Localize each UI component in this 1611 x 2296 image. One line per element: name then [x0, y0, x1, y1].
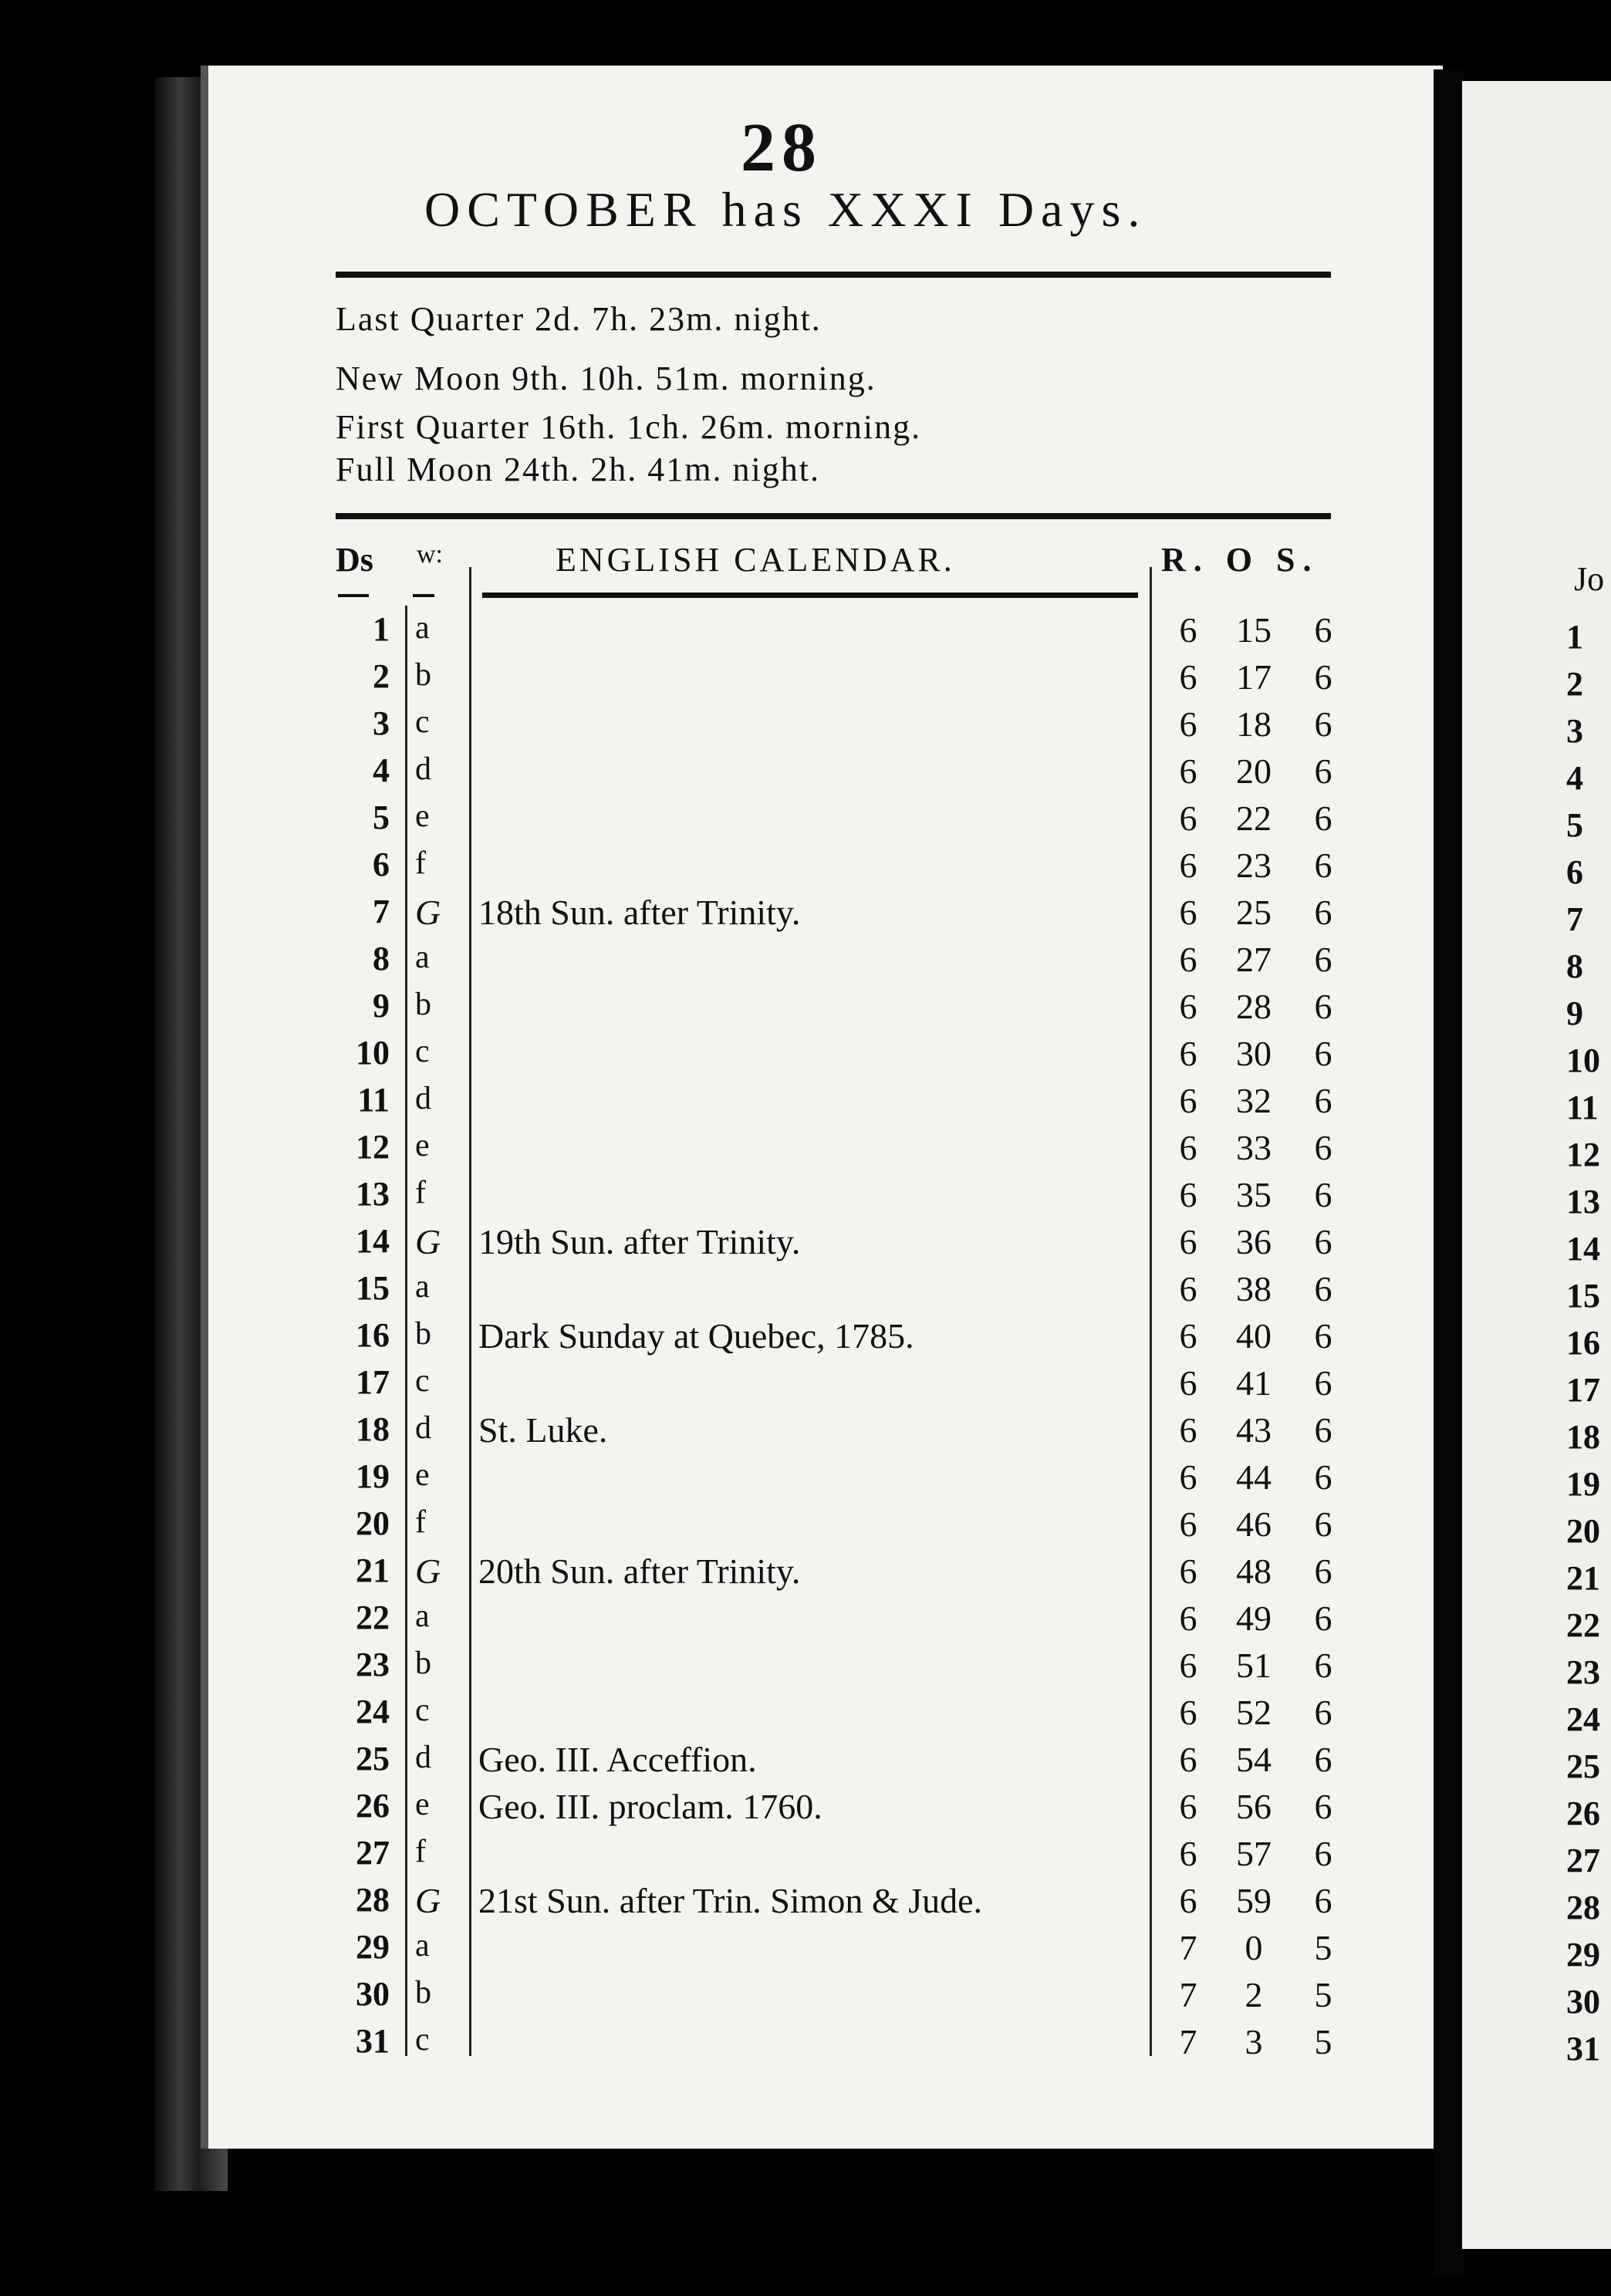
- day-number: 27: [356, 1834, 390, 1872]
- sunrise-hour: 6: [1179, 1175, 1197, 1214]
- calendar-row: [0, 1033, 1435, 1080]
- facing-page-day-number: 31: [1566, 2030, 1600, 2068]
- sunset-hour: 6: [1314, 1457, 1332, 1497]
- sunrise-hour: 6: [1179, 1504, 1197, 1544]
- sunset-hour: 6: [1314, 1269, 1332, 1308]
- facing-page-day-number: 27: [1566, 1842, 1600, 1879]
- sunset-hour: 6: [1314, 1128, 1332, 1167]
- day-number: 4: [373, 751, 390, 789]
- sunset-hour: 6: [1314, 940, 1332, 979]
- calendar-row: [0, 1739, 1435, 1786]
- sunrise-hour: 7: [1179, 1928, 1197, 1967]
- calendar-row: [0, 1457, 1435, 1504]
- weekday-letter: e: [415, 1787, 430, 1822]
- calendar-row: [0, 1692, 1435, 1739]
- header-rule: [336, 272, 1331, 278]
- sunrise-hour: 6: [1179, 704, 1197, 744]
- facing-page-day-number: 25: [1566, 1747, 1600, 1785]
- sunset-hour: 6: [1314, 1693, 1332, 1732]
- weekday-letter: G: [415, 1222, 441, 1261]
- sunrise-minute: 18: [1236, 704, 1272, 744]
- sunrise-minute: 33: [1236, 1128, 1272, 1167]
- weekday-letter: d: [415, 1081, 431, 1116]
- weekday-letter: d: [415, 1740, 431, 1775]
- day-number: 20: [356, 1504, 390, 1542]
- calendar-row: [0, 1410, 1435, 1457]
- sunrise-minute: 54: [1236, 1740, 1272, 1779]
- calendar-event: 21st Sun. after Trin. Simon & Jude.: [478, 1881, 983, 1920]
- sunrise-minute: 57: [1236, 1834, 1272, 1873]
- weekday-letter: b: [415, 987, 431, 1022]
- sunrise-minute: 52: [1236, 1693, 1272, 1732]
- moon-phase-line: First Quarter 16th. 1ch. 26m. morning.: [336, 408, 922, 446]
- facing-page-day-number: 29: [1566, 1936, 1600, 1974]
- page-number: 28: [741, 110, 822, 186]
- sunrise-minute: 32: [1236, 1081, 1272, 1120]
- day-number: 22: [356, 1599, 390, 1636]
- sunset-hour: 6: [1314, 1222, 1332, 1261]
- day-number: 19: [356, 1457, 390, 1495]
- sunrise-minute: 36: [1236, 1222, 1272, 1261]
- sunrise-minute: 3: [1245, 2022, 1263, 2061]
- sunrise-minute: 2: [1245, 1975, 1263, 2014]
- sunrise-minute: 0: [1245, 1928, 1263, 1967]
- sunrise-hour: 7: [1179, 2022, 1197, 2061]
- sunset-hour: 6: [1314, 1363, 1332, 1403]
- sunrise-hour: 6: [1179, 799, 1197, 838]
- sunset-hour: 6: [1314, 1410, 1332, 1450]
- sunrise-hour: 6: [1179, 1081, 1197, 1120]
- sunset-hour: 5: [1314, 1928, 1332, 1967]
- column-header-sun-rise: R. O S.: [1161, 541, 1319, 579]
- calendar-row: [0, 2021, 1435, 2068]
- sunset-hour: 6: [1314, 1599, 1332, 1638]
- facing-page-day-number: 16: [1566, 1324, 1600, 1362]
- sunrise-hour: 6: [1179, 1599, 1197, 1638]
- weekday-letter: e: [415, 1457, 430, 1493]
- sunrise-minute: 41: [1236, 1363, 1272, 1403]
- facing-page-day-number: 21: [1566, 1559, 1600, 1597]
- sunrise-minute: 35: [1236, 1175, 1272, 1214]
- day-number: 30: [356, 1975, 390, 2013]
- calendar-row: [0, 1080, 1435, 1127]
- calendar-event: 20th Sun. after Trinity.: [478, 1551, 801, 1591]
- calendar-event: St. Luke.: [478, 1410, 608, 1450]
- day-number: 13: [356, 1175, 390, 1213]
- calendar-row: [0, 751, 1435, 798]
- sunrise-minute: 28: [1236, 987, 1272, 1026]
- calendar-row: [0, 798, 1435, 845]
- weekday-letter: d: [415, 1410, 431, 1446]
- calendar-row: [0, 1362, 1435, 1410]
- day-number: 12: [356, 1128, 390, 1166]
- weekday-letter: d: [415, 751, 431, 787]
- calendar-row: [0, 1786, 1435, 1833]
- calendar-event: 18th Sun. after Trinity.: [478, 893, 801, 932]
- sunrise-hour: 6: [1179, 1646, 1197, 1685]
- sunrise-minute: 44: [1236, 1457, 1272, 1497]
- day-number: 10: [356, 1034, 390, 1072]
- facing-page-day-number: 5: [1566, 806, 1583, 844]
- facing-page-day-number: 10: [1566, 1042, 1600, 1079]
- day-number: 14: [356, 1222, 390, 1260]
- sunset-hour: 6: [1314, 1316, 1332, 1356]
- weekday-letter: a: [415, 1928, 430, 1963]
- calendar-row: [0, 1127, 1435, 1174]
- calendar-event: Dark Sunday at Quebec, 1785.: [478, 1316, 914, 1356]
- moon-phase-line: Full Moon 24th. 2h. 41m. night.: [336, 451, 820, 488]
- moon-rule: [336, 513, 1331, 519]
- moon-phase-line: Last Quarter 2d. 7h. 23m. night.: [336, 300, 822, 338]
- calendar-row: [0, 1315, 1435, 1362]
- weekday-letter: a: [415, 610, 430, 646]
- weekday-letter: c: [415, 2022, 430, 2058]
- calendar-row: [0, 657, 1435, 704]
- day-number: 24: [356, 1693, 390, 1730]
- calendar-row: [0, 1268, 1435, 1315]
- sunrise-hour: 6: [1179, 1457, 1197, 1497]
- day-number: 1: [373, 610, 390, 648]
- sunrise-hour: 6: [1179, 1787, 1197, 1826]
- sunrise-hour: 6: [1179, 940, 1197, 979]
- sunrise-hour: 6: [1179, 893, 1197, 932]
- weekday-letter: f: [415, 1834, 426, 1869]
- days-underline: [338, 594, 369, 597]
- facing-page-day-number: 30: [1566, 1983, 1600, 2021]
- facing-page-day-number: 28: [1566, 1889, 1600, 1926]
- sunrise-hour: 6: [1179, 1034, 1197, 1073]
- sunrise-minute: 51: [1236, 1646, 1272, 1685]
- day-number: 18: [356, 1410, 390, 1448]
- weekday-letter: c: [415, 1363, 430, 1399]
- facing-page-day-number: 20: [1566, 1512, 1600, 1550]
- sunrise-minute: 22: [1236, 799, 1272, 838]
- day-number: 31: [356, 2022, 390, 2060]
- column-header-weekdays: w:: [417, 540, 443, 569]
- weekday-letter: G: [415, 1881, 441, 1920]
- sunrise-minute: 38: [1236, 1269, 1272, 1308]
- sunrise-minute: 43: [1236, 1410, 1272, 1450]
- weekday-letter: G: [415, 1551, 441, 1591]
- sunset-hour: 6: [1314, 1175, 1332, 1214]
- weekday-letter: G: [415, 893, 441, 932]
- calendar-row: [0, 1974, 1435, 2021]
- sunset-hour: 6: [1314, 751, 1332, 791]
- facing-page-day-number: 2: [1566, 665, 1583, 703]
- sunset-hour: 6: [1314, 657, 1332, 697]
- sunset-hour: 6: [1314, 1881, 1332, 1920]
- day-number: 2: [373, 657, 390, 695]
- sunrise-hour: 6: [1179, 1551, 1197, 1591]
- facing-page-day-number: 13: [1566, 1183, 1600, 1221]
- sunrise-hour: 6: [1179, 1269, 1197, 1308]
- facing-page-header: Jo: [1574, 560, 1605, 598]
- facing-page-day-number: 19: [1566, 1465, 1600, 1503]
- facing-page-day-number: 24: [1566, 1700, 1600, 1738]
- weekday-letter: a: [415, 1269, 430, 1305]
- calendar-row: [0, 1833, 1435, 1880]
- day-number: 7: [373, 893, 390, 930]
- sunset-hour: 6: [1314, 704, 1332, 744]
- weekday-letter: b: [415, 657, 431, 693]
- facing-page-day-number: 9: [1566, 994, 1583, 1032]
- day-number: 9: [373, 987, 390, 1025]
- day-number: 21: [356, 1551, 390, 1589]
- day-number: 25: [356, 1740, 390, 1778]
- day-number: 29: [356, 1928, 390, 1966]
- sunset-hour: 6: [1314, 1646, 1332, 1685]
- calendar-row: [0, 1551, 1435, 1598]
- sunrise-hour: 6: [1179, 1881, 1197, 1920]
- sunset-hour: 6: [1314, 1081, 1332, 1120]
- weekday-letter: c: [415, 704, 430, 740]
- moon-phase-line: New Moon 9th. 10h. 51m. morning.: [336, 360, 876, 397]
- sunrise-minute: 59: [1236, 1881, 1272, 1920]
- calendar-row: [0, 1927, 1435, 1974]
- calendar-row: [0, 892, 1435, 939]
- page-title: OCTOBER has XXXI Days.: [424, 182, 1147, 237]
- facing-page-day-number: 4: [1566, 759, 1583, 797]
- sunset-hour: 6: [1314, 1787, 1332, 1826]
- sunrise-hour: 6: [1179, 1316, 1197, 1356]
- column-header-calendar: ENGLISH CALENDAR.: [556, 541, 955, 579]
- sunset-hour: 6: [1314, 1740, 1332, 1779]
- book-gutter: [1434, 69, 1464, 2276]
- calendar-row: [0, 1504, 1435, 1551]
- calendar-header-rule: [482, 593, 1138, 598]
- sunrise-minute: 40: [1236, 1316, 1272, 1356]
- column-header-days: Ds: [336, 541, 373, 579]
- facing-page-day-number: 26: [1566, 1795, 1600, 1832]
- sunrise-minute: 30: [1236, 1034, 1272, 1073]
- sunset-hour: 5: [1314, 1975, 1332, 2014]
- weekday-letter: a: [415, 1599, 430, 1634]
- day-number: 28: [356, 1881, 390, 1919]
- facing-page-day-number: 6: [1566, 853, 1583, 891]
- day-number: 6: [373, 846, 390, 883]
- sunrise-minute: 49: [1236, 1599, 1272, 1638]
- sunrise-hour: 7: [1179, 1975, 1197, 2014]
- weekday-letter: b: [415, 1646, 431, 1681]
- weekday-letter: f: [415, 1175, 426, 1210]
- day-number: 3: [373, 704, 390, 742]
- sunrise-hour: 6: [1179, 610, 1197, 650]
- sunrise-hour: 6: [1179, 1693, 1197, 1732]
- weekday-letter: b: [415, 1975, 431, 2011]
- calendar-row: [0, 1645, 1435, 1692]
- day-number: 23: [356, 1646, 390, 1683]
- day-number: 15: [356, 1269, 390, 1307]
- weekday-letter: e: [415, 799, 430, 834]
- sunrise-minute: 20: [1236, 751, 1272, 791]
- sunrise-minute: 17: [1236, 657, 1272, 697]
- calendar-row: [0, 609, 1435, 657]
- calendar-event: Geo. III. Acceffion.: [478, 1740, 757, 1779]
- sunrise-minute: 46: [1236, 1504, 1272, 1544]
- calendar-row: [0, 1598, 1435, 1645]
- sunrise-minute: 27: [1236, 940, 1272, 979]
- sunrise-hour: 6: [1179, 1834, 1197, 1873]
- sunset-hour: 6: [1314, 1034, 1332, 1073]
- sunrise-hour: 6: [1179, 1740, 1197, 1779]
- sunset-hour: 6: [1314, 799, 1332, 838]
- facing-page-day-number: 23: [1566, 1653, 1600, 1691]
- sunset-hour: 6: [1314, 1834, 1332, 1873]
- sunrise-minute: 56: [1236, 1787, 1272, 1826]
- facing-page-day-number: 22: [1566, 1606, 1600, 1644]
- calendar-row: [0, 845, 1435, 892]
- sunrise-hour: 6: [1179, 987, 1197, 1026]
- sunset-hour: 5: [1314, 2022, 1332, 2061]
- facing-page-day-number: 8: [1566, 947, 1583, 985]
- calendar-row: [0, 704, 1435, 751]
- weekday-letter: c: [415, 1034, 430, 1069]
- facing-page-day-number: 15: [1566, 1277, 1600, 1315]
- sunrise-minute: 15: [1236, 610, 1272, 650]
- weekday-letter: e: [415, 1128, 430, 1163]
- calendar-row: [0, 1880, 1435, 1927]
- weekday-letter: f: [415, 846, 426, 881]
- sunrise-hour: 6: [1179, 1128, 1197, 1167]
- weekday-letter: c: [415, 1693, 430, 1728]
- facing-page-day-number: 7: [1566, 900, 1583, 938]
- sunrise-minute: 23: [1236, 846, 1272, 885]
- weekday-letter: f: [415, 1504, 426, 1540]
- sunrise-minute: 25: [1236, 893, 1272, 932]
- sunset-hour: 6: [1314, 610, 1332, 650]
- facing-page-day-number: 11: [1566, 1089, 1599, 1126]
- facing-page-day-number: 18: [1566, 1418, 1600, 1456]
- day-number: 26: [356, 1787, 390, 1825]
- facing-page-day-number: 12: [1566, 1136, 1600, 1173]
- facing-page-day-number: 3: [1566, 712, 1583, 750]
- facing-page-day-number: 1: [1566, 618, 1583, 656]
- weekdays-underline: [413, 594, 434, 597]
- calendar-row: [0, 1221, 1435, 1268]
- sunrise-hour: 6: [1179, 846, 1197, 885]
- sunrise-hour: 6: [1179, 1410, 1197, 1450]
- sunset-hour: 6: [1314, 1504, 1332, 1544]
- sunrise-minute: 48: [1236, 1551, 1272, 1591]
- sunset-hour: 6: [1314, 846, 1332, 885]
- facing-page-day-number: 17: [1566, 1371, 1600, 1409]
- weekday-letter: a: [415, 940, 430, 975]
- sunrise-hour: 6: [1179, 657, 1197, 697]
- calendar-row: [0, 1174, 1435, 1221]
- weekday-letter: b: [415, 1316, 431, 1352]
- sunrise-hour: 6: [1179, 751, 1197, 791]
- calendar-row: [0, 939, 1435, 986]
- sunset-hour: 6: [1314, 1551, 1332, 1591]
- day-number: 5: [373, 799, 390, 836]
- sunrise-hour: 6: [1179, 1363, 1197, 1403]
- sunset-hour: 6: [1314, 987, 1332, 1026]
- day-number: 8: [373, 940, 390, 977]
- calendar-event: 19th Sun. after Trinity.: [478, 1222, 801, 1261]
- calendar-event: Geo. III. proclam. 1760.: [478, 1787, 822, 1826]
- day-number: 16: [356, 1316, 390, 1354]
- day-number: 11: [357, 1081, 390, 1119]
- day-number: 17: [356, 1363, 390, 1401]
- calendar-row: [0, 986, 1435, 1033]
- facing-page-day-number: 14: [1566, 1230, 1600, 1268]
- sunset-hour: 6: [1314, 893, 1332, 932]
- sunrise-hour: 6: [1179, 1222, 1197, 1261]
